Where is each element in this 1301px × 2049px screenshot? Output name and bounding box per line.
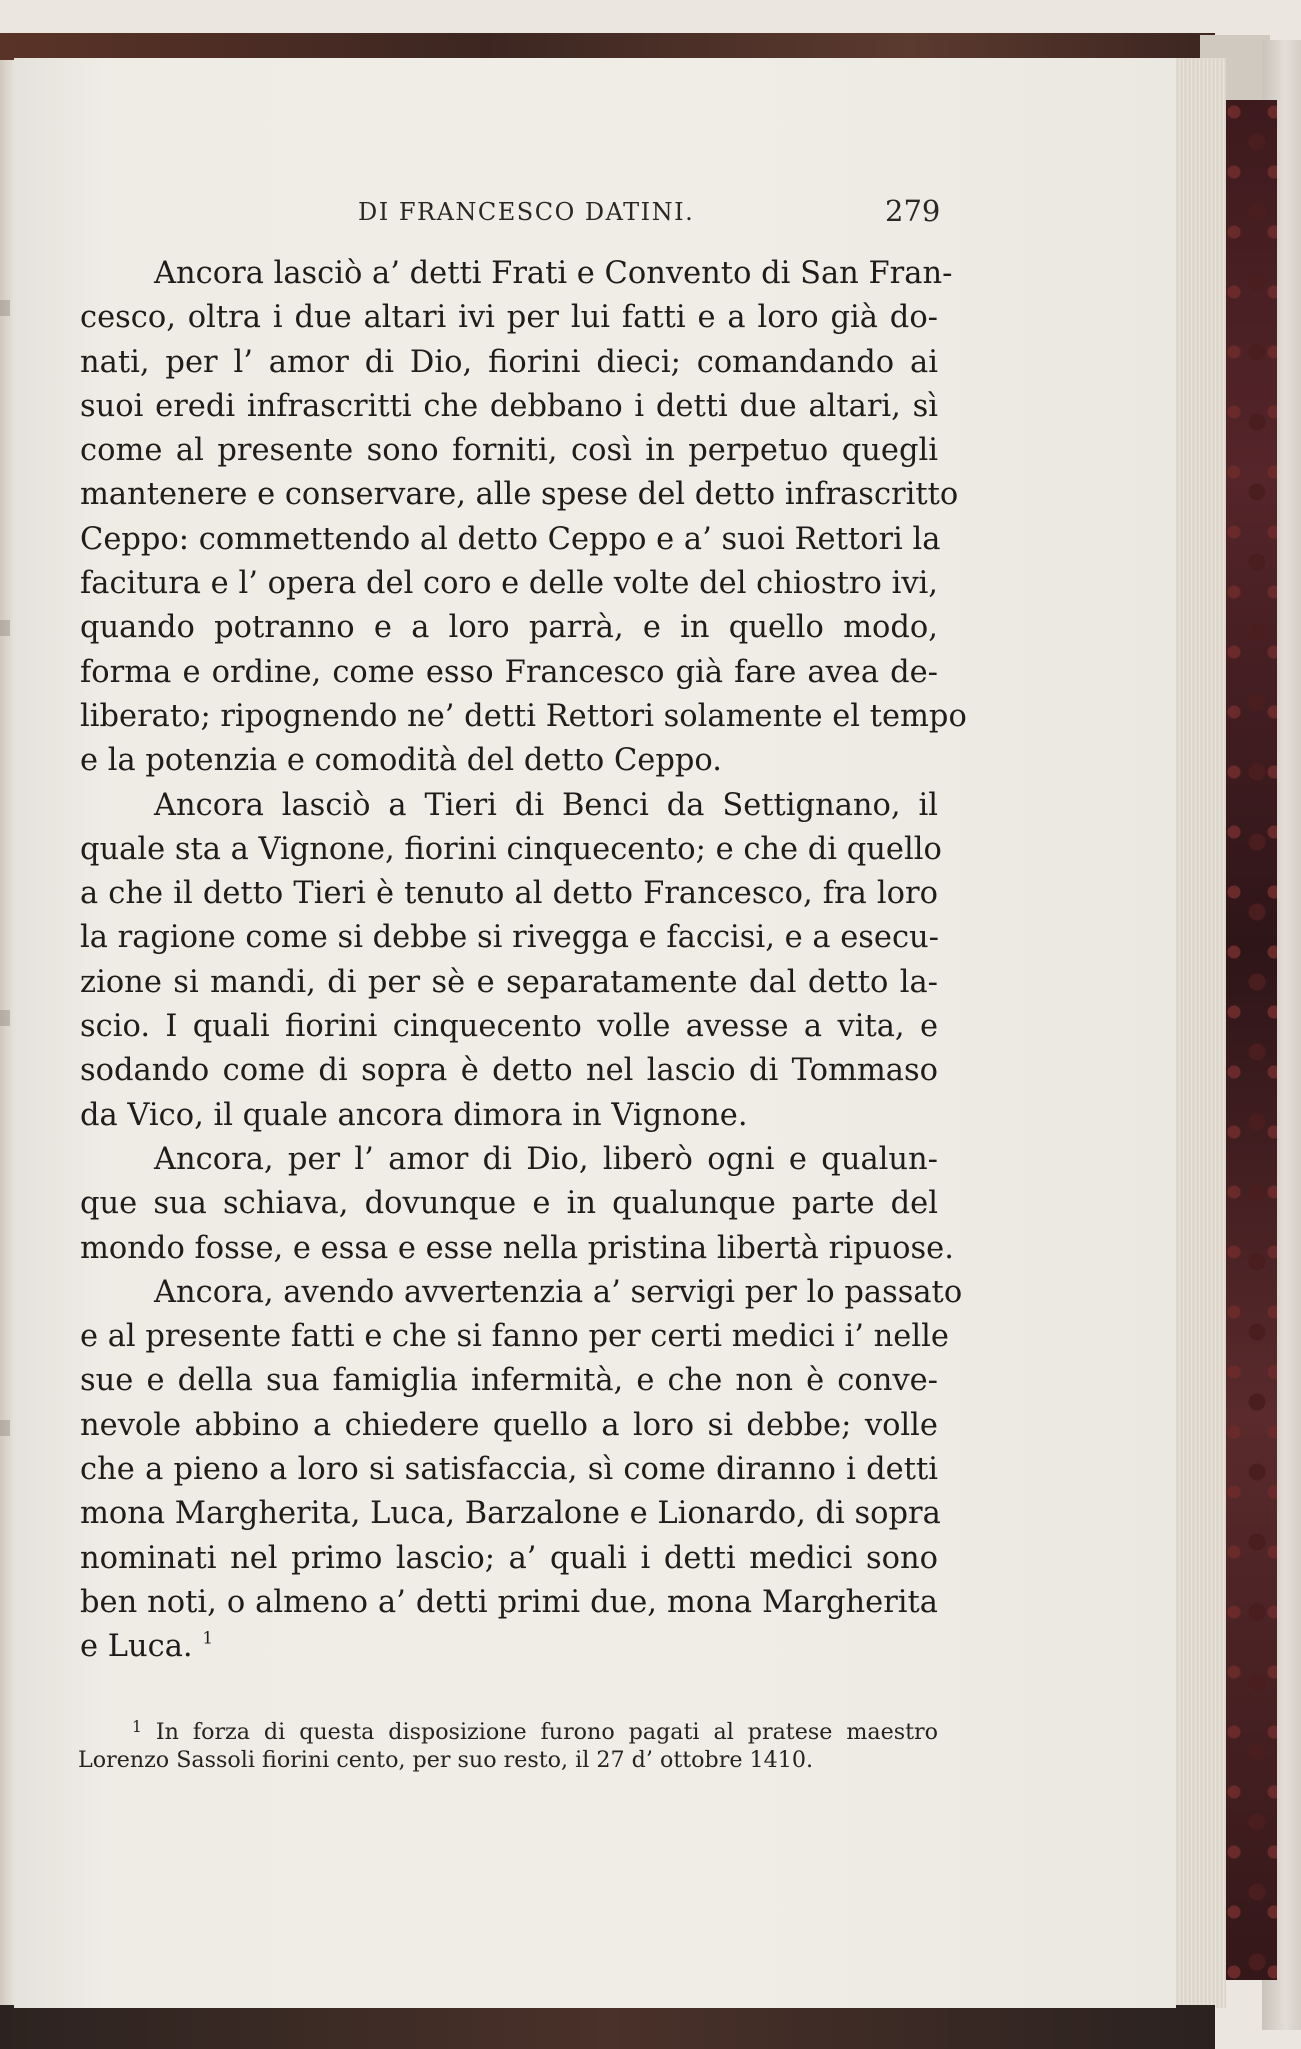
binding-bottom-edge xyxy=(0,2005,1215,2049)
text-line: mondo fosse, e essa e esse nella pristina libertà ripuose. xyxy=(80,1230,954,1266)
body-text xyxy=(80,252,967,1670)
text-line: Ancora, per l’ amor di Dio, liberò ogni e qualun- xyxy=(154,1141,938,1177)
binding-top-edge xyxy=(0,33,1215,61)
margin-mark xyxy=(0,300,10,316)
text-line: sue e della sua famiglia infermità, e che non è conve- xyxy=(80,1363,938,1399)
text-line: quale sta a Vignone, fiorini cinquecento; e che di quello xyxy=(80,831,942,867)
page-block-edges xyxy=(1176,58,1226,2008)
text-line: cesco, oltra i due altari ivi per lui fatti e a loro già do- xyxy=(80,300,938,336)
text-line-with-note xyxy=(80,1625,938,1669)
text-line: come al presente sono forniti, così in perpetuo quegli xyxy=(80,433,938,469)
text-line: sodando come di sopra è detto nel lascio di Tommaso xyxy=(80,1053,938,1089)
text-line: scio. I quali fiorini cinquecento volle avesse a vita, e xyxy=(80,1009,938,1045)
paragraph xyxy=(80,1138,954,1271)
text-line: che a pieno a loro si satisfaccia, sì come diranno i detti xyxy=(80,1452,938,1488)
text-line: Ancora lasciò a Tieri di Benci da Settignano, il xyxy=(154,787,938,823)
footnote-line xyxy=(78,1711,938,1744)
text-line: a che il detto Tieri è tenuto al detto Francesco, fra loro xyxy=(80,876,938,912)
text-line: la ragione come si debbe si rivegga e faccisi, e a esecu- xyxy=(80,920,939,956)
margin-mark xyxy=(0,1010,10,1026)
text-line: e Luca. xyxy=(80,1629,193,1665)
text-line: liberato; ripognendo ne’ detti Rettori solamente el tempo xyxy=(80,698,967,734)
footnote-marker: 1 xyxy=(132,1718,142,1736)
text-line: forma e ordine, come esso Francesco già fare avea de- xyxy=(80,654,938,690)
text-line: mona Margherita, Luca, Barzalone e Lionardo, di sopra xyxy=(80,1496,941,1532)
text-line: nevole abbino a chiedere quello a loro si debbe; volle xyxy=(80,1407,938,1443)
page-number: 279 xyxy=(885,194,941,228)
text-line: da Vico, il quale ancora dimora in Vignone. xyxy=(80,1097,748,1133)
paragraph xyxy=(80,784,942,1138)
footnote-reference: 1 xyxy=(202,1627,213,1648)
text-line: Ceppo: commettendo al detto Ceppo e a’ suoi Rettori la xyxy=(80,521,941,557)
text-line: quando potranno e a loro parrà, e in quello modo, xyxy=(80,610,938,646)
paragraph xyxy=(80,1271,963,1670)
facing-page-edge xyxy=(0,60,14,2005)
text-line: que sua schiava, dovunque e in qualunque parte del xyxy=(80,1186,938,1222)
footnote xyxy=(78,1711,938,1777)
text-line: e la potenzia e comodità del detto Ceppo. xyxy=(80,743,722,779)
text-line: e al presente fatti e che si fanno per certi medici i’ nelle xyxy=(80,1319,949,1355)
paragraph xyxy=(80,252,967,784)
text-line: nominati nel primo lascio; a’ quali i detti medici sono xyxy=(80,1540,938,1576)
margin-mark xyxy=(0,620,10,636)
running-head: DI FRANCESCO DATINI. xyxy=(358,198,695,226)
text-line: ben noti, o almeno a’ detti primi due, mona Margherita xyxy=(80,1584,938,1620)
text-line: Ancora, avendo avvertenzia a’ servigi per lo passato xyxy=(154,1274,963,1310)
text-line: nati, per l’ amor di Dio, fiorini dieci; comandando ai xyxy=(80,344,938,380)
marbled-cover xyxy=(1222,100,1277,1980)
footnote-line: Lorenzo Sassoli fiorini cento, per suo resto, il 27 d’ ottobre 1410. xyxy=(78,1747,814,1773)
text-line: zione si mandi, di per sè e separatamente dal detto la- xyxy=(80,964,938,1000)
margin-mark xyxy=(0,1420,10,1436)
footnote-text: In forza di questa disposizione furono pagati al pratese maestro xyxy=(155,1718,938,1745)
text-line: Ancora lasciò a’ detti Frati e Convento di San Fran- xyxy=(154,256,953,291)
text-line: suoi eredi infrascritti che debbano i detti due altari, sì xyxy=(80,388,938,424)
text-line: facitura e l’ opera del coro e delle volte del chiostro ivi, xyxy=(80,566,938,602)
text-line: mantenere e conservare, alle spese del detto infrascritto xyxy=(80,477,959,513)
